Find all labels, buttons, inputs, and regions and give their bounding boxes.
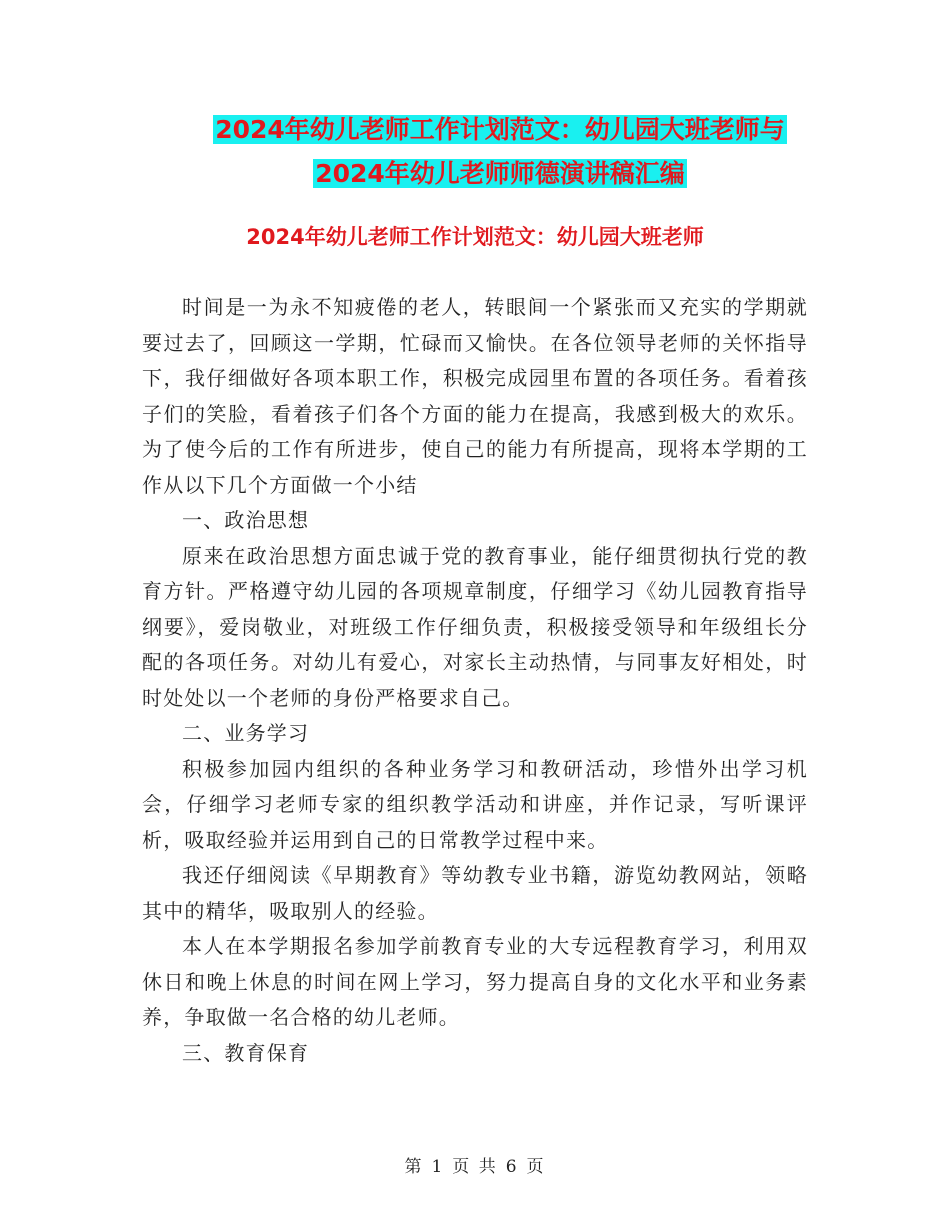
- section-heading: 2024年幼儿老师工作计划范文：幼儿园大班老师: [246, 225, 704, 249]
- body-text: [142, 290, 808, 1071]
- subheading-politics: 一、政治思想: [182, 508, 310, 532]
- paragraph-intro: 时间是一为永不知疲倦的老人，转眼间一个紧张而又充实的学期就要过去了，回顾这一学期，忙碌而又愉快。在各位领导老师的关怀指导下，我仔细做好各项本职工作，积极完成园里布置的各项任务。看着孩子们的笑脸，看着孩子们各个方面的能力在提高，我感到极大的欢乐。为了使今后的工作有所进步，使自己的能力有所提高，现将本学期的工作从以下几个方面做一个小结: [142, 295, 808, 497]
- page-number: 1: [431, 1157, 445, 1177]
- footer-suffix: 页: [526, 1157, 546, 1177]
- paragraph-study-3: 本人在本学期报名参加学前教育专业的大专远程教育学习，利用双休日和晚上休息的时间在网上学习，努力提高自身的文化水平和业务素养，争取做一名合格的幼儿老师。: [142, 934, 808, 1029]
- footer-prefix: 第: [404, 1157, 424, 1177]
- subheading-education: 三、教育保育: [182, 1040, 310, 1065]
- document-title-line-1: [150, 111, 850, 149]
- footer-mid: 页 共: [452, 1157, 498, 1177]
- document-title-line-2: [150, 155, 850, 193]
- page-footer: [0, 1155, 950, 1179]
- subheading-study: 二、业务学习: [182, 721, 310, 745]
- paragraph-politics: 原来在政治思想方面忠诚于党的教育事业，能仔细贯彻执行党的教育方针。严格遵守幼儿园的各项规章制度，仔细学习《幼儿园教育指导纲要》，爱岗敬业，对班级工作仔细负责，积极接受领导和年级组长分配的各项任务。对幼儿有爱心，对家长主动热情，与同事友好相处，时时处处以一个老师的身份严格要求自己。: [142, 543, 808, 710]
- title-text-line-1: 2024年幼儿老师工作计划范文：幼儿园大班老师与: [215, 115, 785, 144]
- paragraph-study-2: 我还仔细阅读《早期教育》等幼教专业书籍，游览幼教网站，领略其中的精华，吸取别人的经验。: [142, 863, 808, 923]
- title-text-line-2: 2024年幼儿老师师德演讲稿汇编: [315, 159, 685, 188]
- paragraph-study-1: 积极参加园内组织的各种业务学习和教研活动，珍惜外出学习机会，仔细学习老师专家的组织教学活动和讲座，并作记录，写听课评析，吸取经验并运用到自己的日常教学过程中来。: [142, 756, 808, 852]
- page-total: 6: [505, 1157, 519, 1177]
